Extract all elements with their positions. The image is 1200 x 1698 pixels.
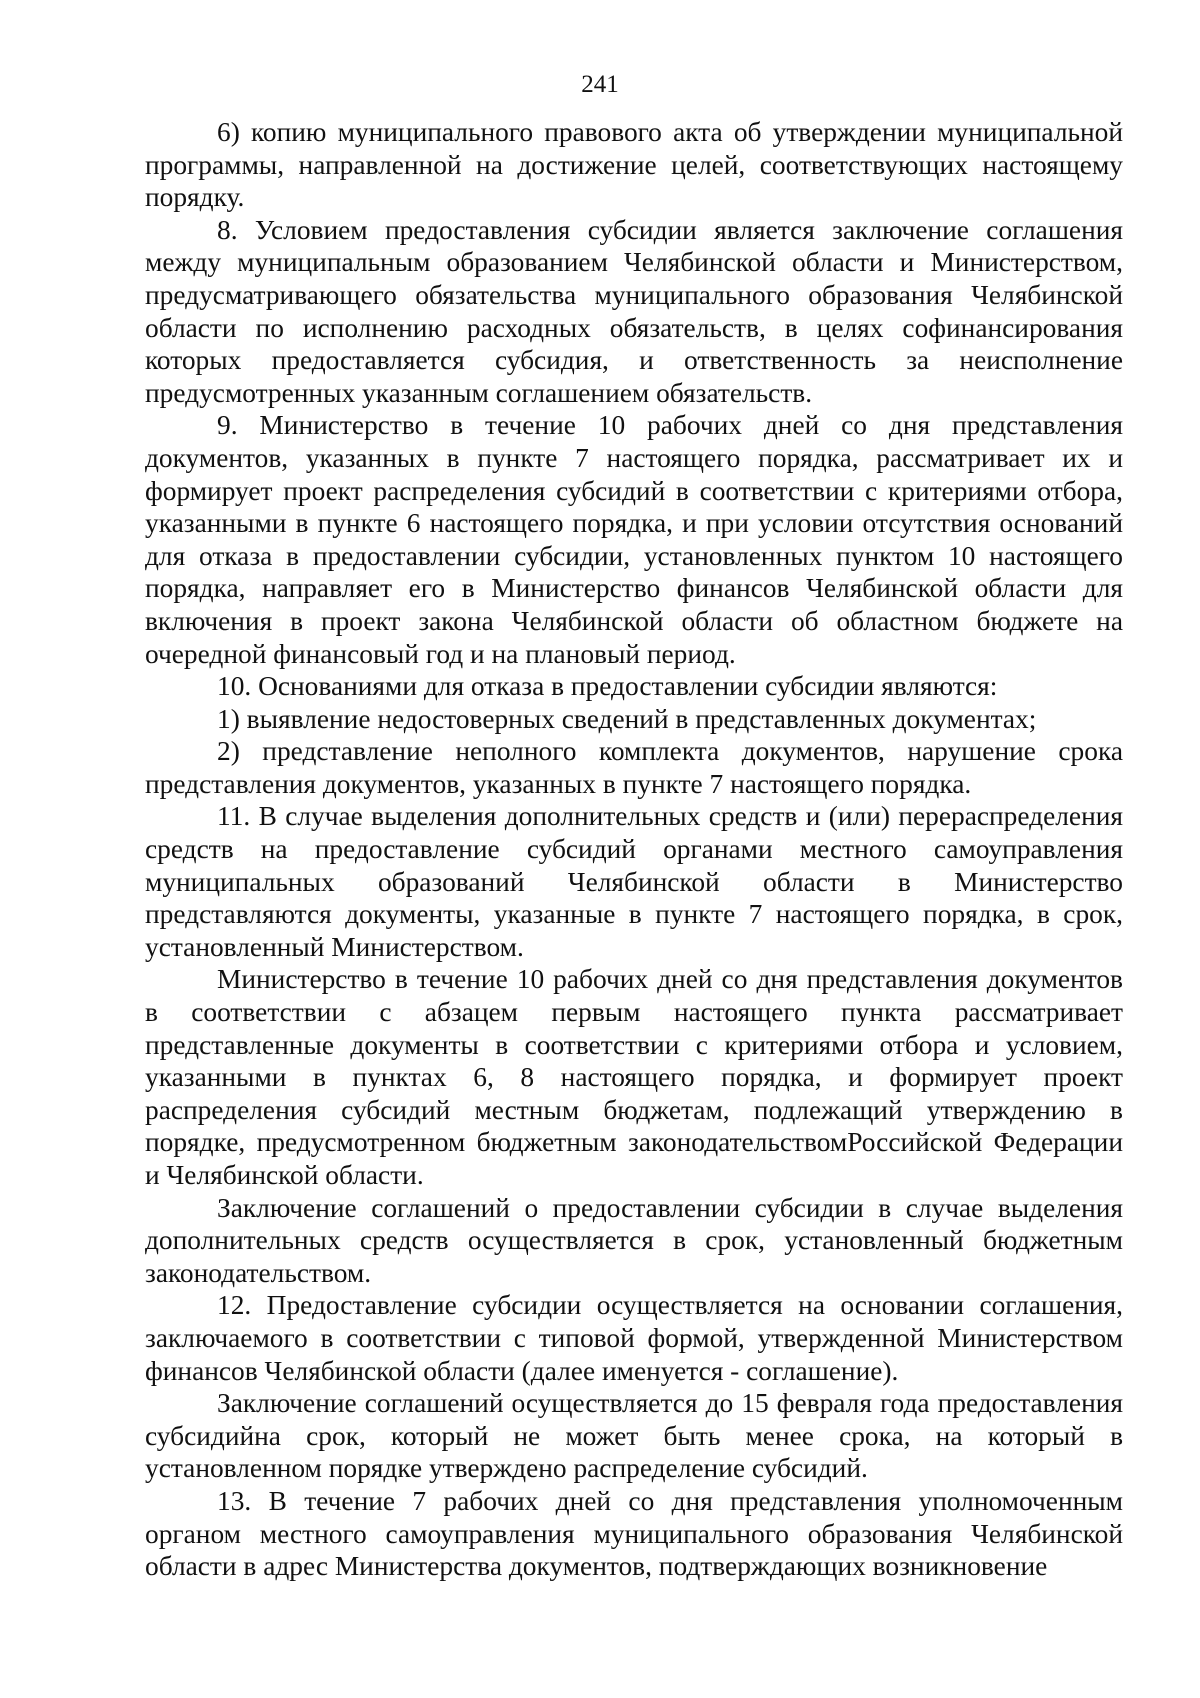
paragraph-item-6: 6) копию муниципального правового акта об утверждении муниципальной программы, направленной на достижение целей, соответствующих настоящему порядку. xyxy=(145,117,1123,213)
paragraph-clause-8: 8. Условием предоставления субсидии является заключение соглашения между муниципальным образованием Челябинской области и Министерством, предусматривающего обязательства муниципального образования Челябинской области по исполнению расходных обязательств, в целях софинансирования которых предоставляется субсидия, и ответственность за неисполнение предусмотренных указанным соглашением обязательств. xyxy=(145,214,1123,408)
paragraph-clause-12: 12. Предоставление субсидии осуществляется на основании соглашения, заключаемого в соответствии с типовой формой, утвержденной Министерством финансов Челябинской области (далее именуется - соглашение). xyxy=(145,1290,1123,1386)
paragraph-clause-12-part-2: Заключение соглашений осуществляется до 15 февраля года предоставления субсидийна срок, который не может быть менее срока, на который в установленном порядке утверждено распределение субсидий. xyxy=(145,1388,1123,1484)
page-number: 241 xyxy=(581,71,619,98)
paragraph-clause-11-part-3: Заключение соглашений о предоставлении субсидии в случае выделения дополнительных средств осуществляется в срок, установленный бюджетным законодательством. xyxy=(145,1192,1123,1288)
paragraph-clause-9: 9. Министерство в течение 10 рабочих дней со дня представления документов, указанных в пункте 7 настоящего порядка, рассматривает их и формирует проект распределения субсидий в соответствии с критериями отбора, указанными в пункте 6 настоящего порядка, и при условии отсутствия оснований для отказа в предоставлении субсидии, установленных пунктом 10 настоящего порядка, направляет его в Министерство финансов Челябинской области для включения в проект закона Челябинской области об областном бюджете на очередной финансовый год и на плановый период. xyxy=(145,410,1123,669)
paragraph-clause-10-item-1: 1) выявление недостоверных сведений в представленных документах; xyxy=(217,703,1037,734)
paragraph-clause-11-part-2: Министерство в течение 10 рабочих дней со дня представления документов в соответствии с абзацем первым настоящего пункта рассматривает представленные документы в соответствии с критериями отбора и условием, указанными в пунктах 6, 8 настоящего порядка, и формирует проект распределения субсидий местным бюджетам, подлежащий утверждению в порядке, предусмотренном бюджетным законодательствомРоссийской Федерации и Челябинской области. xyxy=(145,964,1123,1190)
paragraph-clause-13: 13. В течение 7 рабочих дней со дня представления уполномоченным органом местного самоуправления муниципального образования Челябинской области в адрес Министерства документов, подтверждающих возникновение xyxy=(145,1485,1123,1582)
paragraph-clause-11: 11. В случае выделения дополнительных средств и (или) перераспределения средств на предоставление субсидий органами местного самоуправления муниципальных образований Челябинской области в Министерство представляются документы, указанные в пункте 7 настоящего порядка, в срок, установленный Министерством. xyxy=(145,801,1123,962)
paragraph-clause-10: 10. Основаниями для отказа в предоставлении субсидии являются: xyxy=(217,671,998,702)
paragraph-clause-10-item-2: 2) представление неполного комплекта документов, нарушение срока представления документов, указанных в пункте 7 настоящего порядка. xyxy=(145,736,1123,799)
document-body xyxy=(145,116,1123,1583)
